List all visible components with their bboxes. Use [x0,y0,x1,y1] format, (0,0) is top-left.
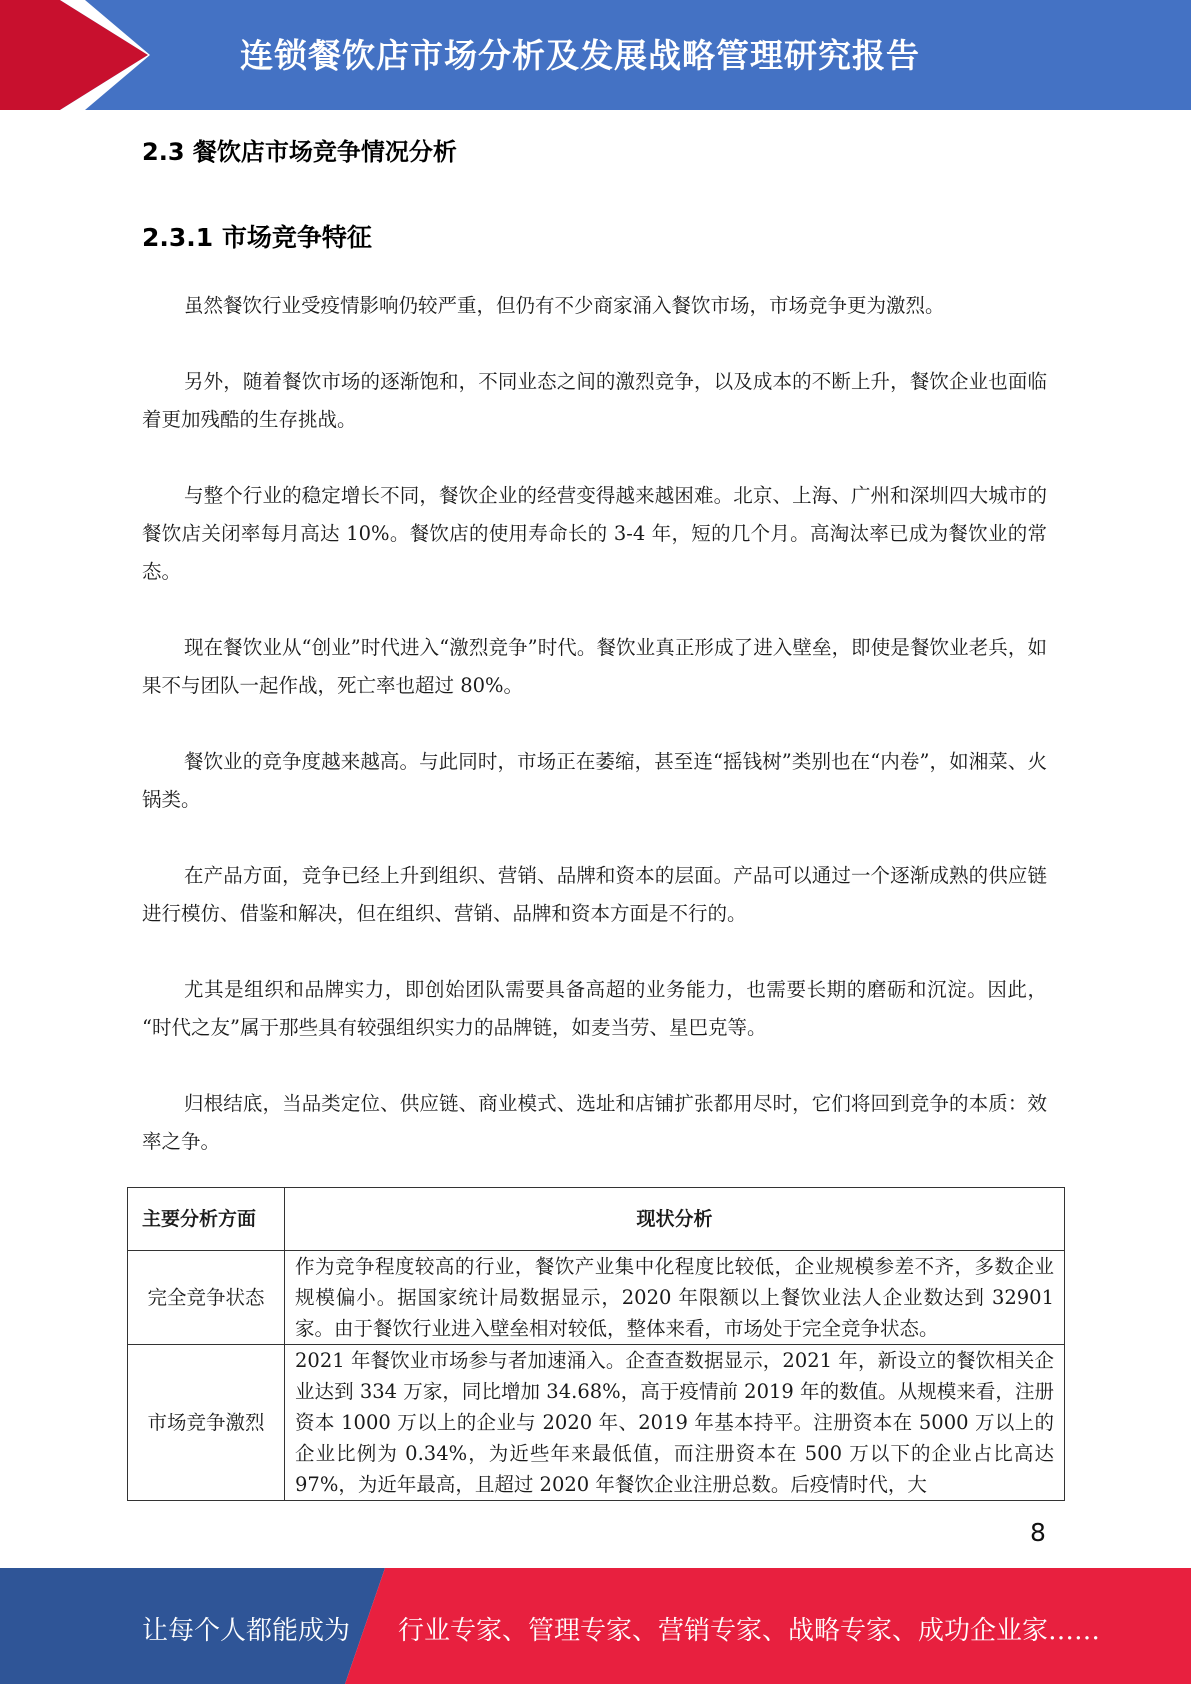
table-header-analysis: 现状分析 [285,1188,1065,1251]
table-header-aspect: 主要分析方面 [128,1188,285,1251]
page-number: 8 [1030,1518,1046,1547]
table-cell-aspect: 市场竞争激烈 [128,1345,285,1501]
analysis-table [127,1187,1065,1501]
footer-slogan-left: 让每个人都能成为 [142,1616,351,1646]
table-row [128,1345,1065,1501]
report-title: 连锁餐饮店市场分析及发展战略管理研究报告 [240,36,920,75]
table-cell-analysis: 2021 年餐饮业市场参与者加速涌入。企查查数据显示，2021 年，新设立的餐饮相关企业达到 334 万家，同比增加 34.68%，高于疫情前 2019 年的数值。从规模来看，注册资本 1000 万以上的企业与 2020 年、2019 年基本持平。注册资本在 5000 万以上的企业比例为 0.34%，为近些年来最低值，而注册资本在 500 万以下的企业占比高达 97%，为近年最高，且超过 2020 年餐饮企业注册总数。后疫情时代，大 [285,1345,1065,1501]
paragraph: 尤其是组织和品牌实力，即创始团队需要具备高超的业务能力，也需要长期的磨砺和沉淀。因此， “时代之友”属于那些具有较强组织实力的品牌链，如麦当劳、星巴克等。 [142,978,1047,1039]
paragraph: 现在餐饮业从“创业”时代进入“激烈竞争”时代。餐饮业真正形成了进入壁垒，即使是餐饮业老兵，如果不与团队一起作战，死亡率也超过 80%。 [142,636,1047,697]
table-row [128,1251,1065,1345]
paragraph: 归根结底，当品类定位、供应链、商业模式、选址和店铺扩张都用尽时，它们将回到竞争的本质：效率之争。 [142,1092,1047,1153]
paragraph: 虽然餐饮行业受疫情影响仍较严重，但仍有不少商家涌入餐饮市场，市场竞争更为激烈。 [184,294,945,317]
section-heading: 2.3 餐饮店市场竞争情况分析 [142,138,457,166]
footer-slogan-right: 行业专家、管理专家、营销专家、战略专家、成功企业家…… [398,1616,1101,1646]
paragraph: 另外，随着餐饮市场的逐渐饱和，不同业态之间的激烈竞争，以及成本的不断上升，餐饮企业也面临着更加残酷的生存挑战。 [142,370,1047,431]
paragraph: 餐饮业的竞争度越来越高。与此同时，市场正在萎缩，甚至连“摇钱树”类别也在“内卷”，如湘菜、火锅类。 [142,750,1047,811]
header-banner [0,0,1191,110]
table-cell-analysis: 作为竞争程度较高的行业，餐饮产业集中化程度比较低，企业规模参差不齐，多数企业规模偏小。据国家统计局数据显示，2020 年限额以上餐饮业法人企业数达到 32901 家。由于餐饮行业进入壁垒相对较低，整体来看，市场处于完全竞争状态。 [285,1251,1065,1345]
subsection-heading: 2.3.1 市场竞争特征 [142,223,372,252]
paragraph: 在产品方面，竞争已经上升到组织、营销、品牌和资本的层面。产品可以通过一个逐渐成熟的供应链进行模仿、借鉴和解决，但在组织、营销、品牌和资本方面是不行的。 [142,864,1047,925]
table-cell-aspect: 完全竞争状态 [128,1251,285,1345]
footer-banner [0,1568,1191,1684]
table-header-row [128,1188,1065,1251]
paragraph: 与整个行业的稳定增长不同，餐饮企业的经营变得越来越困难。北京、上海、广州和深圳四大城市的餐饮店关闭率每月高达 10%。餐饮店的使用寿命长的 3-4 年，短的几个月。高淘汰率已成为餐饮业的常态。 [142,484,1047,583]
